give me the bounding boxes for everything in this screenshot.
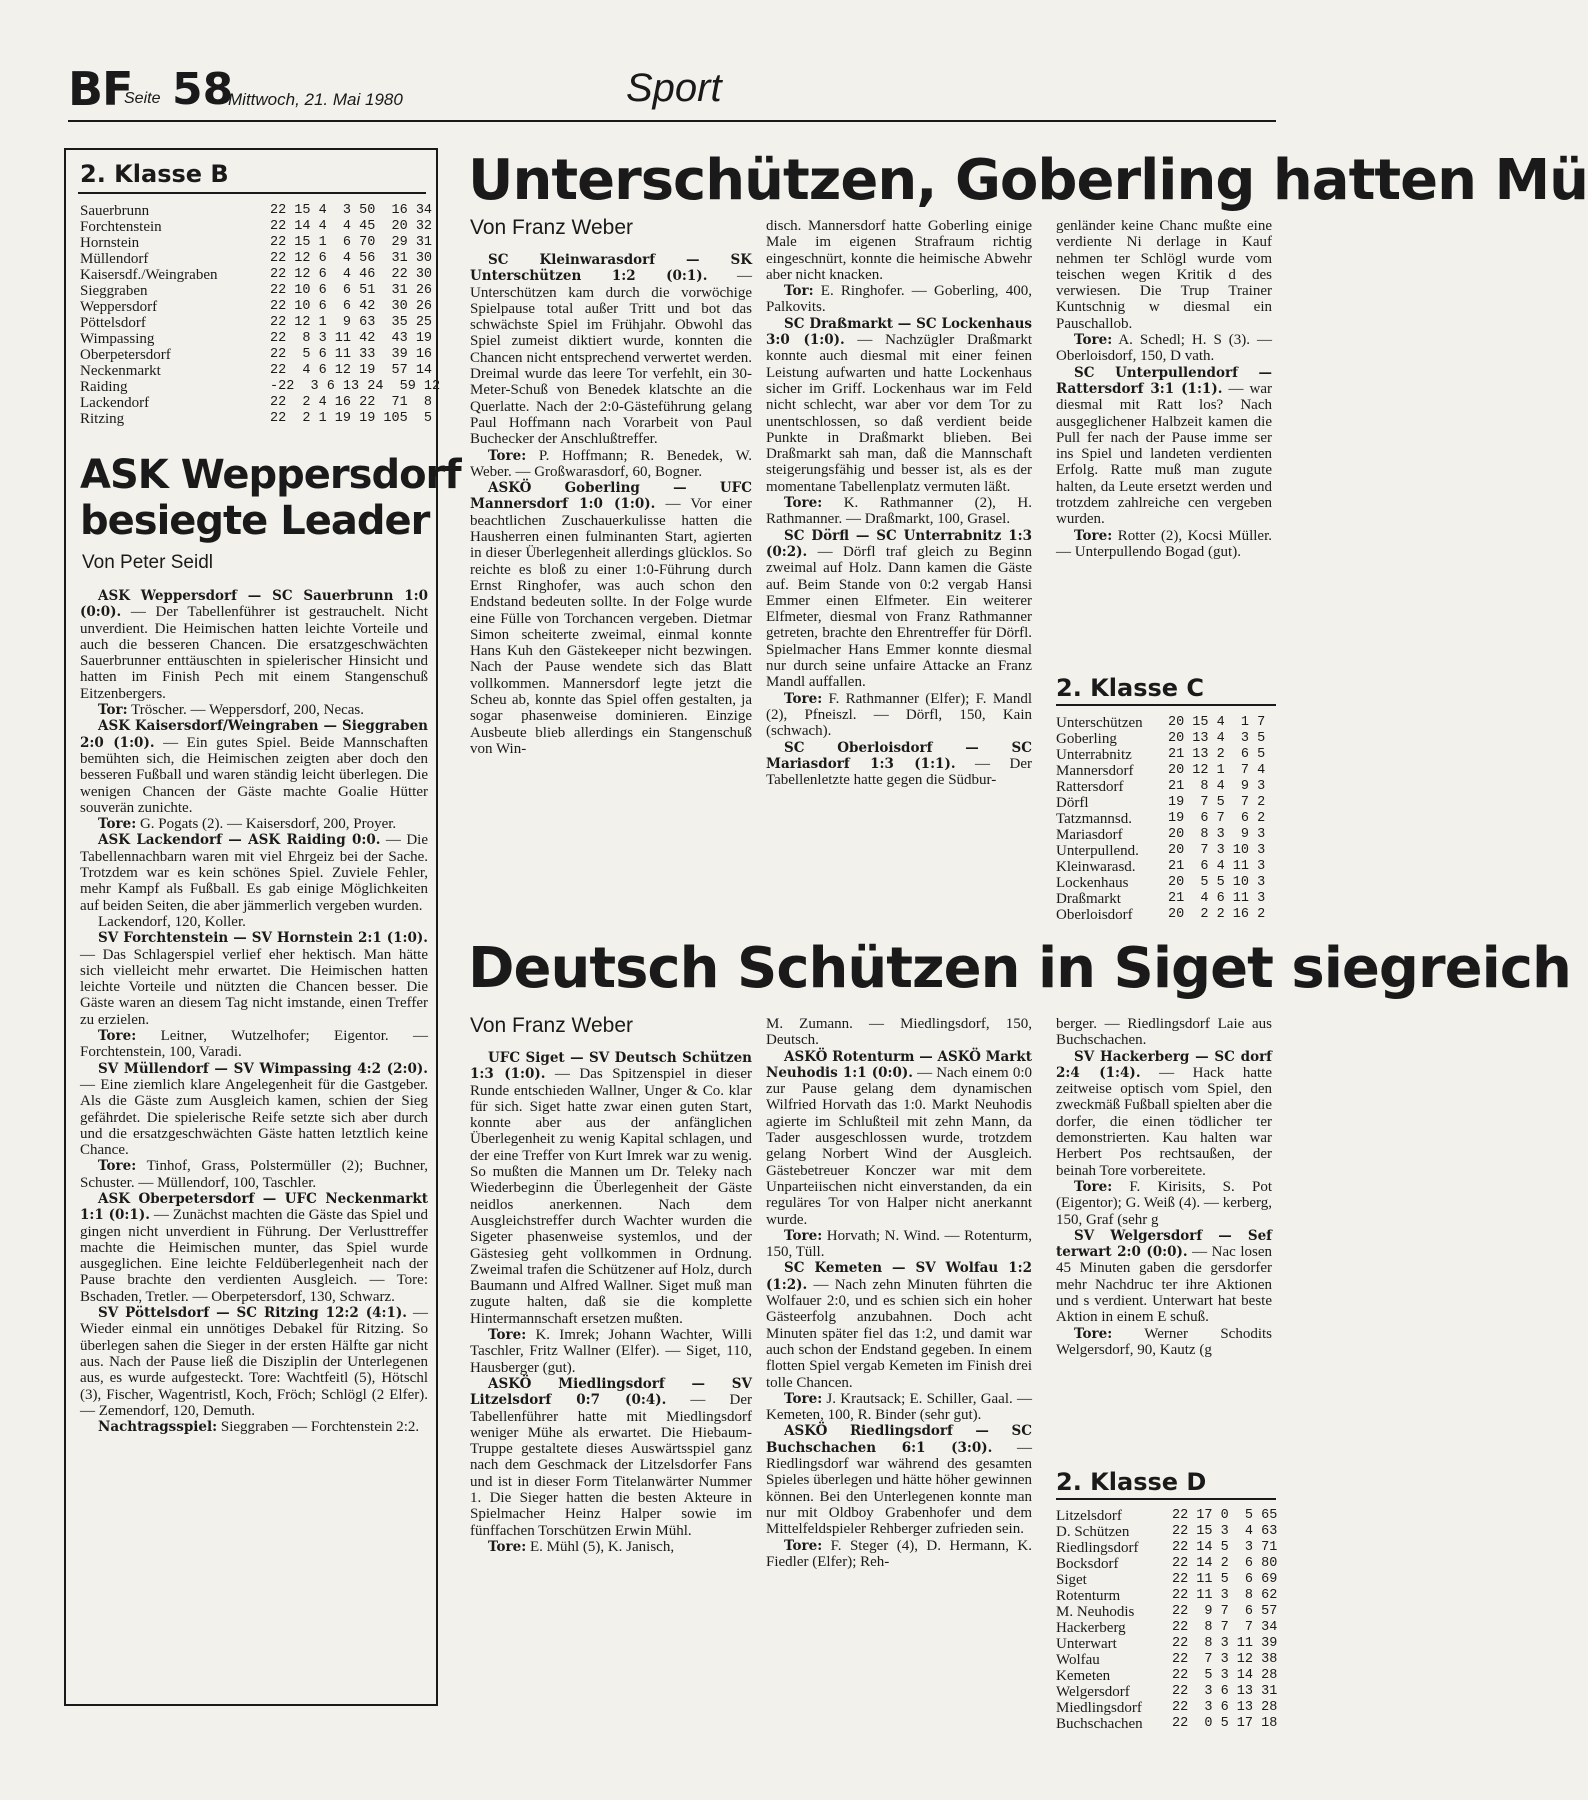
team-stats: 22 14 5 3 71 (1172, 1540, 1278, 1555)
team-stats: 19 6 7 6 2 (1168, 811, 1266, 826)
standings-row (1056, 763, 1276, 779)
article-paragraph (80, 1061, 428, 1159)
paragraph-lead: SC Dörfl — SC Unterrabnitz 1:3 (0:2). (766, 527, 1032, 560)
team-name: Buchschachen (1056, 1716, 1143, 1732)
paragraph-text: — Wieder einmal ein unnötiges Debakel für Ritzing. So überlegen sahen die Sieger in der ersten Hälfte gar nicht aus. Nach der Pause ließ die Disziplin der Unterlegenen aus, es wurde aufgesteckt. Tore: Wachtfeitl (5), Hötschl (3), Fischer, Wagentristl, Koch, Fröch; Schlögl (2 Elfer). — Zemendorf, 120, Demuth. (80, 1305, 429, 1419)
team-stats: 22 15 4 3 50 16 34 (270, 203, 433, 218)
team-name: Mariasdorf (1056, 827, 1123, 843)
team-name: Siget (1056, 1572, 1087, 1588)
team-name: Litzelsdorf (1056, 1508, 1122, 1524)
article-paragraph (766, 495, 1032, 528)
paragraph-text: — Der Tabellenführer hatte mit Miedlingsdorf weniger Mühe als erwartet. Die Hiebaum-Truppe gestaltete dieses Auswärtsspiel ganz nach dem Geschmack der Litzelsdorfer Fans und ist in dieser Form Titelanwärter Nummer 1. Die Sieger hatten die besten Akteure in Spielmacher Heinz Halper sowie im fünffachen Torschützen Erwin Mühl. (470, 1392, 752, 1539)
story-bottom-headline: Deutsch Schützen in Siget siegreich (468, 936, 1571, 1001)
team-name: Mannersdorf (1056, 763, 1134, 779)
paragraph-lead: SV Hackerberg — SC dorf 2:4 (1:4). (1056, 1048, 1272, 1081)
paragraph-text: — Nac losen 45 Minuten gaben die gersdorfer mehr Nachdruc ter ihre Aktionen und s verdient. Unterwart hat beste Aktion in einem E schuß. (1056, 1244, 1273, 1326)
standings-row (1056, 1652, 1276, 1668)
standings-row (1056, 1684, 1276, 1700)
standings-row (1056, 843, 1276, 859)
team-name: Weppersdorf (80, 299, 158, 315)
paragraph-text: — Die Tabellennachbarn waren mit viel Ehrgeiz bei der Sache. Trotzdem war es kein schönes Spiel. Zuviele Fehler, mehr Kampf als Fußball. Es gab einige Möglichkeiten auf beiden Seiten, die aber jämmerlich vergeben wurden. (80, 832, 428, 914)
paragraph-lead: ASK Oberpetersdorf — UFC Neckenmarkt 1:1 (0:1). (80, 1190, 428, 1224)
paragraph-lead: Tore: (1074, 1325, 1113, 1342)
paragraph-text: M. Zumann. — Miedlingsdorf, 150, Deutsch. (766, 1016, 1032, 1049)
article-paragraph (766, 283, 1032, 316)
paragraph-text: Rotter (2), Kocsi Müller. — Unterpullendo Bogad (gut). (1056, 527, 1272, 560)
paragraph-text: — Unterschützen kam durch die vorwöchige Spielpause total außer Tritt und bot das schwächste Spiel im Frühjahr. Obwohl das Spiel zumeist diktiert wurde, konnten die Chancen nicht entsprechend verwertet werden. Dreimal wurde das leere Tor verfehlt, ein 30-Meter-Schuß von Benedek klatschte an die Querlatte. Nach der 2:0-Gästeführung gelang Paul Hoffmann nach Vorarbeit von Paul Buchecker der Anschlußtreffer. (470, 268, 753, 448)
team-stats: 20 8 3 9 3 (1168, 827, 1266, 842)
story-bottom-byline: Von Franz Weber (470, 1014, 634, 1037)
team-name: Unterschützen (1056, 715, 1143, 731)
team-stats: 22 15 1 6 70 29 31 (270, 235, 433, 250)
headline-line-2: besiegte Leader (80, 498, 430, 544)
paragraph-lead: ASKÖ Riedlingsdorf — SC Buchschachen 6:1 (3:0). (766, 1423, 1032, 1456)
paragraph-lead: Tore: (98, 1028, 137, 1045)
paragraph-text: — Zunächst machten die Gäste das Spiel und gingen nicht unverdient in Führung. Der Verlusttreffer machte die Heimischen munter, das Spiel wurde ausgeglichen. Eine leichte Feldüberlegenheit nach der Pause brachte den verdienten Ausgleich. — Tore: Bschaden, Tretler. — Oberpetersdorf, 130, Schwarz. (80, 1207, 428, 1305)
team-stats: 21 6 4 11 3 (1168, 859, 1266, 874)
paragraph-lead: Tore: (784, 1537, 823, 1554)
paragraph-text: — Dörfl traf gleich zu Beginn zweimal auf Holz. Dann kamen die Gäste auf. Beim Stande von 0:2 vergab Hansi Emmer einen Elfmeter. Ein weiterer Elfmeter, diesmal von Franz Rathmanner getreten, brachte den Ehrentreffer für Dörfl. Spielmacher Hans Emmer konnte diesmal nur durch seine unfaire Attacke an Franz Mandl auffallen. (766, 543, 1032, 691)
paragraph-lead: SV Pöttelsdorf — SC Ritzing 12:2 (4:1). (98, 1305, 407, 1322)
paragraph-lead: SV Welgersdorf — Sef terwart 2:0 (0:0). (1056, 1227, 1272, 1261)
team-name: Hornstein (80, 235, 140, 251)
article-paragraph (80, 1191, 428, 1305)
standings-row (1056, 859, 1276, 875)
team-name: Ritzing (80, 411, 125, 427)
team-stats: 22 0 5 17 18 (1172, 1716, 1278, 1731)
article-paragraph (80, 1158, 428, 1191)
article-paragraph (470, 448, 752, 481)
standings-row (1056, 907, 1276, 923)
team-stats: 22 5 6 11 33 39 16 (270, 347, 433, 362)
paragraph-lead: Tore: (784, 1390, 823, 1407)
standings-row (1056, 875, 1276, 891)
story-left-headline (80, 452, 461, 544)
paragraph-text: — Das Schlagerspiel verlief eher hektisch. Man hätte sich vielleicht mehr erwartet. Die Heimischen hatten leichte Vorteile und nützten die Chancen besser. Die Gäste waren an diesem Tag nicht imstande, einen Treffer zu erzielen. (80, 946, 428, 1028)
team-stats: 22 9 7 6 57 (1172, 1604, 1278, 1619)
article-paragraph (1056, 1016, 1272, 1049)
standings-row (1056, 811, 1276, 827)
team-name: Draßmarkt (1056, 891, 1121, 907)
standings-row (1056, 1572, 1276, 1588)
paragraph-text: disch. Mannersdorf hatte Goberling einige Male im eigenen Strafraum richtig eingeschnürt, konnte die heimische Abwehr aber nicht knacken. (766, 218, 1032, 283)
paragraph-text: Sieggraben — Forchtenstein 2:2. (217, 1419, 420, 1436)
article-paragraph (1056, 1326, 1272, 1359)
article-paragraph (80, 588, 428, 702)
paragraph-text: Tinhof, Grass, Polstermüller (2); Buchner, Schuster. — Müllendorf, 100, Taschler. (80, 1158, 428, 1191)
standings-row (1056, 1508, 1276, 1524)
standings-row (1056, 779, 1276, 795)
team-stats: 20 13 4 3 5 (1168, 731, 1266, 746)
paragraph-text: — Nach zehn Minuten führten die Wolfauer 2:0, und es schien sich ein hoher Gästeerfolg anzubahnen. Doch acht Minuten später fiel das 1:2, und damit war auch schon der Endstand gegeben. In einem flotten Spiel vergab Kemeten im Finish drei tolle Chancen. (766, 1276, 1032, 1391)
story-bottom-headline-box (468, 936, 1571, 1006)
paragraph-lead: Tore: (1074, 527, 1113, 544)
article-paragraph (1056, 1228, 1272, 1326)
team-name: Sauerbrunn (80, 203, 150, 219)
team-stats: 22 3 6 13 28 (1172, 1700, 1278, 1715)
standings-row (1056, 1636, 1276, 1652)
paragraph-text: P. Hoffmann; R. Benedek, W. Weber. — Großwarasdorf, 60, Bogner. (470, 447, 752, 480)
standings-row (1056, 1524, 1276, 1540)
article-paragraph (766, 691, 1032, 740)
team-name: Unterpullend. (1056, 843, 1139, 859)
team-name: Rattersdorf (1056, 779, 1124, 795)
paragraph-lead: Tore: (784, 1227, 823, 1244)
article-paragraph (470, 1376, 752, 1539)
team-stats: 21 4 6 11 3 (1168, 891, 1266, 906)
standings-row (1056, 715, 1276, 731)
article-paragraph (1056, 218, 1272, 332)
standings-row (80, 395, 432, 411)
paragraph-text: A. Schedl; H. S (3). — Oberloisdorf, 150, D vath. (1056, 332, 1272, 365)
team-name: Miedlingsdorf (1056, 1700, 1142, 1716)
team-name: Goberling (1056, 731, 1117, 747)
standings-row (1056, 731, 1276, 747)
story-top-headline-box (468, 148, 1588, 214)
team-name: M. Neuhodis (1056, 1604, 1135, 1620)
team-name: Neckenmarkt (80, 363, 161, 379)
article-paragraph (470, 252, 752, 448)
team-name: Forchtenstein (80, 219, 162, 235)
team-stats: 20 15 4 1 7 (1168, 715, 1266, 730)
team-name: Unterwart (1056, 1636, 1117, 1652)
paragraph-text: K. Rathmanner (2), H. Rathmanner. — Draßmarkt, 100, Grasel. (766, 495, 1032, 528)
paragraph-lead: Tore: (98, 816, 137, 833)
paragraph-lead: Tor: (784, 283, 814, 300)
paragraph-lead: SC Draßmarkt — SC Lockenhaus 3:0 (1:0). (766, 315, 1032, 349)
article-paragraph (470, 480, 752, 757)
standings-row (80, 251, 432, 267)
team-stats: 22 7 3 12 38 (1172, 1652, 1278, 1667)
article-paragraph (470, 1327, 752, 1376)
story-top-headline: Unterschützen, Goberling hatten Mü (468, 148, 1588, 213)
team-name: Bocksdorf (1056, 1556, 1119, 1572)
standings-row (80, 267, 432, 283)
paragraph-text: — Riedlingsdorf war während des gesamten Spieles überlegen und hätte höher gewinnen können. Bei den Unterlegenen konnte man nur mit Oldboy Grabenhofer und dem Mittelfeldspieler Rehberger zufrieden sein. (766, 1439, 1033, 1538)
team-name: Unterrabnitz (1056, 747, 1132, 763)
article-paragraph (80, 718, 428, 816)
standings-row (1056, 1540, 1276, 1556)
standings-row (80, 363, 432, 379)
paragraph-text: — Ein gutes Spiel. Beide Mannschaften bemühten sich, die Heimischen zeigten aber doch den besseren Fußball und waren ständig leicht überlegen. Die wenigen Chancen der Gäste machte Goalie Hütter souverän zunichte. (80, 734, 428, 816)
klasse-c-table (1056, 715, 1276, 923)
standings-row (80, 283, 432, 299)
paragraph-text: Leitner, Wutzelhofer; Eigentor. — Forchtenstein, 100, Varadi. (80, 1028, 428, 1061)
team-name: D. Schützen (1056, 1524, 1130, 1540)
standings-row (1056, 1604, 1276, 1620)
paragraph-lead: Nachtragsspiel: (98, 1419, 218, 1436)
paragraph-lead: Tore: (784, 495, 823, 512)
standings-row (1056, 747, 1276, 763)
article-paragraph (766, 1391, 1032, 1424)
paragraph-lead: ASK Kaisersdorf/Weingraben — Sieggraben 2:0 (1:0). (80, 718, 428, 751)
team-name: Wimpassing (80, 331, 155, 347)
team-stats: 20 7 3 10 3 (1168, 843, 1266, 858)
paragraph-text: berger. — Riedlingsdorf Laie aus Buchschachen. (1056, 1016, 1272, 1049)
standings-row (1056, 795, 1276, 811)
team-name: Kleinwarasd. (1056, 859, 1136, 875)
article-paragraph (80, 832, 428, 913)
paragraph-text: — Eine ziemlich klare Angelegenheit für die Gastgeber. Als die Gäste zum Ausgleich kamen, schien der Sieg gefährdet. Die spielerische Reife setzte sich aber durch und die ersatzgeschwächten Gäste hatten letztlich keine Chance. (80, 1076, 428, 1159)
team-name: Raiding (80, 379, 128, 395)
article-paragraph (766, 1260, 1032, 1390)
story-top-col-1 (470, 252, 752, 924)
standings-row (1056, 1556, 1276, 1572)
team-stats: 20 12 1 7 4 (1168, 763, 1266, 778)
paragraph-lead: ASKÖ Rotenturm — ASKÖ Markt Neuhodis 1:1 (0:0). (766, 1048, 1032, 1081)
team-stats: 22 5 3 14 28 (1172, 1668, 1278, 1683)
standings-row (80, 235, 432, 251)
article-paragraph (80, 816, 428, 832)
klasse-d-rule (1056, 1498, 1276, 1500)
article-paragraph (470, 1539, 752, 1555)
team-stats: 22 8 3 11 42 43 19 (270, 331, 433, 346)
team-name: Müllendorf (80, 251, 149, 267)
paragraph-text: Horvath; N. Wind. — Rotenturm, 150, Tüll. (766, 1227, 1032, 1261)
team-stats: 22 14 2 6 80 (1172, 1556, 1278, 1571)
team-stats: 22 11 5 6 69 (1172, 1572, 1278, 1587)
article-paragraph (80, 1419, 428, 1435)
article-paragraph (1056, 1049, 1272, 1179)
paragraph-lead: Tore: (1074, 1178, 1113, 1195)
paragraph-text: G. Pogats (2). — Kaisersdorf, 200, Proyer. (136, 816, 397, 833)
team-name: Riedlingsdorf (1056, 1540, 1139, 1556)
klasse-b-title: 2. Klasse B (80, 160, 229, 188)
article-paragraph (80, 702, 428, 718)
paragraph-text: — Der Tabellenführer ist gestrauchelt. Nicht unverdient. Die Heimischen hatten leichte Vorteile und auch die besseren Chancen. Die ersatzgeschwächten Sauerbrunner enttäuschten in spielerischer Hinsicht und hatten im Finish Pech mit einem Stangenschuß Eitzenbergers. (80, 604, 428, 702)
paragraph-text: — Hack hatte zeitweise optisch vom Spiel, den zweckmäß Fußball spielten aber die dorfer, die einen tödlicher ter demonstrierten. Kau halten war Herbert Pos rechtsaußen, der beinah Tore vorbereitete. (1056, 1064, 1272, 1179)
story-bottom-col-1 (470, 1050, 752, 1740)
paragraph-lead: SC Oberloisdorf — SC Mariasdorf 1:3 (1:1). (766, 739, 1032, 772)
team-stats: 20 5 5 10 3 (1168, 875, 1266, 890)
team-stats: 22 14 4 4 45 20 32 (270, 219, 433, 234)
team-stats: 22 10 6 6 42 30 26 (270, 299, 433, 314)
standings-row (80, 411, 432, 427)
story-top-col-3 (1056, 218, 1272, 602)
paragraph-text: Werner Schodits Welgersdorf, 90, Kautz (g (1056, 1325, 1272, 1358)
team-name: Oberloisdorf (1056, 907, 1133, 923)
article-paragraph (766, 1049, 1032, 1228)
paragraph-lead: Tor: (98, 702, 128, 719)
paragraph-text: — Der Tabellenletzte hatte gegen die Südbur- (766, 755, 1032, 789)
paragraph-lead: Tore: (784, 690, 823, 707)
article-paragraph (1056, 1179, 1272, 1228)
article-paragraph (80, 1028, 428, 1061)
team-name: Welgersdorf (1056, 1684, 1130, 1700)
team-stats: -22 3 6 13 24 59 12 (270, 379, 441, 394)
standings-row (80, 347, 432, 363)
team-stats: 19 7 5 7 2 (1168, 795, 1266, 810)
story-bottom-col-3 (1056, 1016, 1272, 1464)
article-paragraph (1056, 365, 1272, 528)
paragraph-lead: SV Müllendorf — SV Wimpassing 4:2 (2:0). (98, 1060, 428, 1077)
paragraph-lead: Tore: (98, 1158, 137, 1175)
masthead-rule (68, 120, 1276, 122)
standings-row (80, 299, 432, 315)
section-title: Sport (626, 66, 722, 110)
paragraph-text: genländer keine Chanc mußte eine verdiente Ni derlage in Kauf nehmen ter Schlögl wurde vom teischen wegen Kritik d des verwiesen. Die Trup Trainer Kuntschnig w diesmal ein Pauschallob. (1056, 218, 1272, 332)
team-name: Lockenhaus (1056, 875, 1129, 891)
paragraph-lead: Tore: (488, 1538, 527, 1555)
klasse-d-table (1056, 1508, 1276, 1732)
team-stats: 22 2 4 16 22 71 8 (270, 395, 433, 410)
paragraph-lead: Tore: (488, 447, 527, 464)
standings-row (1056, 827, 1276, 843)
paragraph-text: — Nachzügler Draßmarkt konnte auch diesmal mit einer feinen Leistung aufwarten und hatte Lockenhaus sicher im Griff. Lockenhaus war im Feld nicht schlecht, war aber vor dem Tor zu unentschlossen, so daß verdient beide Punkte in Draßmarkt blieben. Bei Draßmarkt sah man, daß die Mannschaft steigerungsfähig und besser ist, als es der momentane Tabellenplatz vermuten läßt. (766, 332, 1032, 495)
paragraph-text: E. Mühl (5), K. Janisch, (526, 1538, 675, 1555)
standings-row (1056, 1716, 1276, 1732)
paragraph-text: Lackendorf, 120, Koller. (98, 913, 246, 930)
team-stats: 22 12 6 4 46 22 30 (270, 267, 433, 282)
article-paragraph (80, 914, 428, 930)
team-stats: 21 8 4 9 3 (1168, 779, 1266, 794)
standings-row (80, 315, 432, 331)
paragraph-text: J. Krautsack; E. Schiller, Gaal. — Kemeten, 100, R. Binder (sehr gut). (766, 1390, 1032, 1424)
team-stats: 20 2 2 16 2 (1168, 907, 1266, 922)
paragraph-lead: Tore: (488, 1327, 527, 1344)
paragraph-text: Tröscher. — Weppersdorf, 200, Necas. (127, 702, 365, 719)
paragraph-lead: SC Kemeten — SV Wolfau 1:2 (1:2). (766, 1260, 1032, 1293)
team-stats: 21 13 2 6 5 (1168, 747, 1266, 762)
story-top-col-2 (766, 218, 1032, 924)
klasse-b-table (80, 203, 441, 427)
klasse-b-rule (78, 192, 426, 194)
issue-date: Mittwoch, 21. Mai 1980 (228, 90, 403, 109)
paragraph-lead: SV Forchtenstein — SV Hornstein 2:1 (1:0). (98, 930, 428, 947)
paragraph-text: F. Steger (4), D. Hermann, K. Fiedler (Elfer); Reh- (766, 1537, 1032, 1570)
standings-row (80, 331, 432, 347)
team-stats: 22 3 6 13 31 (1172, 1684, 1278, 1699)
team-name: Wolfau (1056, 1652, 1100, 1668)
article-paragraph (1056, 332, 1272, 365)
team-stats: 22 10 6 6 51 31 26 (270, 283, 433, 298)
paragraph-lead: ASK Weppersdorf — SC Sauerbrunn 1:0 (0:0). (80, 588, 428, 621)
klasse-d-title: 2. Klasse D (1056, 1468, 1207, 1496)
team-stats: 22 12 6 4 56 31 30 (270, 251, 433, 266)
team-stats: 22 15 3 4 63 (1172, 1524, 1278, 1539)
standings-row (80, 379, 441, 395)
team-stats: 22 17 0 5 65 (1172, 1508, 1278, 1523)
team-stats: 22 8 7 7 34 (1172, 1620, 1278, 1635)
article-paragraph (1056, 528, 1272, 561)
klasse-c-rule (1056, 704, 1276, 706)
paragraph-text: E. Ringhofer. — Goberling, 400, Palkovits. (766, 283, 1032, 316)
team-stats: 22 2 1 19 19 105 5 (270, 411, 433, 426)
team-name: Kaisersdf./Weingraben (80, 267, 218, 283)
paragraph-text: — Das Spitzenspiel in dieser Runde entschieden Wallner, Unger & Co. klar für sich. Siget hatte zwar einen guten Start, konnte aber aus der anfänglichen Überlegenheit zu wenig Kapital schlagen, und der eine Treffer von Kurt Imrek war zu wenig. So mußten die Mannen um Dr. Teleky nach Wiederbeginn die Überlegenheit der Gäste neidlos anerkennen. Nach dem Ausgleichstreffer durch Wachter wurden die Sigeter phasenweise systemlos, und der Gästesieg geht vollkommen in Ordnung. Zweimal trafen die Schützener auf Holz, durch Baumann und Alfred Wallner. Siget muß man zugute halten, daß sie die komplette Hintermannschaft ersetzen mußten. (470, 1066, 752, 1327)
newspaper-logo: BF (68, 62, 133, 116)
article-paragraph (766, 1538, 1032, 1571)
team-name: Tatzmannsd. (1056, 811, 1133, 827)
paragraph-text: — Vor einer beachtlichen Zuschauerkulisse hatten die Hausherren einen fulminanten Start, agierten in dieser Überlegenheit allerdings glücklos. So reichte es bloß zu einer 1:0-Führung durch Ernst Ringhofer, was auch schon den Endstand bedeuten sollte. In der Folge wurde eine Fülle von Torchancen vergeben. Dietmar Simon scheiterte zweimal, einmal konnte Hans Kuh den Gästekeeper nicht bezwingen. Nach der Pause wendete sich das Blatt vollkommen. Mannersdorf legte jetzt die Scheu ab, konnte das Spiel offen gestalten, ja sogar phasenweise dominieren. Einzige Ausbeute blieb allerdings ein Stangenschuß von Win- (470, 496, 752, 757)
story-top-byline: Von Franz Weber (470, 216, 634, 239)
team-stats: 22 11 3 8 62 (1172, 1588, 1278, 1603)
story-left-byline: Von Peter Seidl (82, 552, 213, 573)
article-paragraph (470, 1050, 752, 1327)
klasse-c-title: 2. Klasse C (1056, 674, 1205, 702)
team-name: Dörfl (1056, 795, 1089, 811)
paragraph-lead: ASKÖ Goberling — UFC Mannersdorf 1:0 (1:0). (470, 480, 752, 513)
paragraph-lead: UFC Siget — SV Deutsch Schützen 1:3 (1:0). (470, 1050, 752, 1083)
paragraph-text: F. Rathmanner (Elfer); F. Mandl (2), Pfneiszl. — Dörfl, 150, Kain (schwach). (766, 690, 1032, 740)
team-name: Kemeten (1056, 1668, 1111, 1684)
article-paragraph (766, 218, 1032, 283)
standings-row (1056, 1668, 1276, 1684)
article-paragraph (766, 1423, 1032, 1537)
page-label: Seite (124, 90, 161, 107)
team-stats: 22 12 1 9 63 35 25 (270, 315, 433, 330)
paragraph-lead: SC Unterpullendorf — Rattersdorf 3:1 (1:1). (1056, 364, 1272, 397)
story-left-body (80, 588, 428, 1693)
standings-row (1056, 891, 1276, 907)
paragraph-text: K. Imrek; Johann Wachter, Willi Taschler, Fritz Wallner (Elfer). — Siget, 110, Hausberger (gut). (470, 1327, 752, 1376)
paragraph-lead: ASKÖ Miedlingsdorf — SV Litzelsdorf 0:7 (0:4). (470, 1375, 752, 1409)
team-name: Rotenturm (1056, 1588, 1121, 1604)
standings-row (1056, 1700, 1276, 1716)
standings-row (80, 219, 432, 235)
standings-row (80, 203, 432, 219)
article-paragraph (766, 528, 1032, 691)
article-paragraph (766, 316, 1032, 495)
team-name: Lackendorf (80, 395, 150, 411)
team-name: Pöttelsdorf (80, 315, 146, 331)
page-number: 58 (172, 64, 234, 115)
headline-line-1: ASK Weppersdorf (80, 452, 461, 498)
article-paragraph (766, 1228, 1032, 1261)
article-paragraph (766, 740, 1032, 789)
article-paragraph (80, 930, 428, 1028)
paragraph-text: — Nach einem 0:0 zur Pause gelang dem dynamischen Wilfried Horvath das 1:0. Markt Neuhodis agierte im Schlußteil mit zehn Mann, da Tader ausgeschlossen wurde, trotzdem gelang Norbert Wind der Ausgleich. Gästebetreuer Konczer war mit dem Unparteiischen nicht einverstanden, da ein reguläres Tor von Halper nicht anerkannt wurde. (766, 1064, 1033, 1228)
paragraph-text: — war diesmal mit Ratt los? Nach ausgeglichener Halbzeit kamen die Pull fer nach der Pause imme ser ins Spiel und landeten verdienten Erfolg. Ratte muß man zugute halten, da Leute ersetzt werden und trotzdem zahlreiche cen vergeben wurden. (1056, 380, 1272, 528)
paragraph-lead: SC Kleinwarasdorf — SK Unterschützen 1:2 (0:1). (470, 252, 752, 285)
team-stats: 22 4 6 12 19 57 14 (270, 363, 433, 378)
paragraph-text: F. Kirisits, S. Pot (Eigentor); G. Weiß (4). — kerberg, 150, Graf (sehr g (1056, 1178, 1272, 1228)
standings-row (1056, 1588, 1276, 1604)
standings-row (1056, 1620, 1276, 1636)
paragraph-lead: ASK Lackendorf — ASK Raiding 0:0. (98, 832, 381, 849)
team-stats: 22 8 3 11 39 (1172, 1636, 1278, 1651)
team-name: Hackerberg (1056, 1620, 1126, 1636)
team-name: Oberpetersdorf (80, 347, 171, 363)
article-paragraph (766, 1016, 1032, 1049)
team-name: Sieggraben (80, 283, 148, 299)
paragraph-lead: Tore: (1074, 332, 1113, 349)
story-bottom-col-2 (766, 1016, 1032, 1740)
article-paragraph (80, 1305, 428, 1419)
